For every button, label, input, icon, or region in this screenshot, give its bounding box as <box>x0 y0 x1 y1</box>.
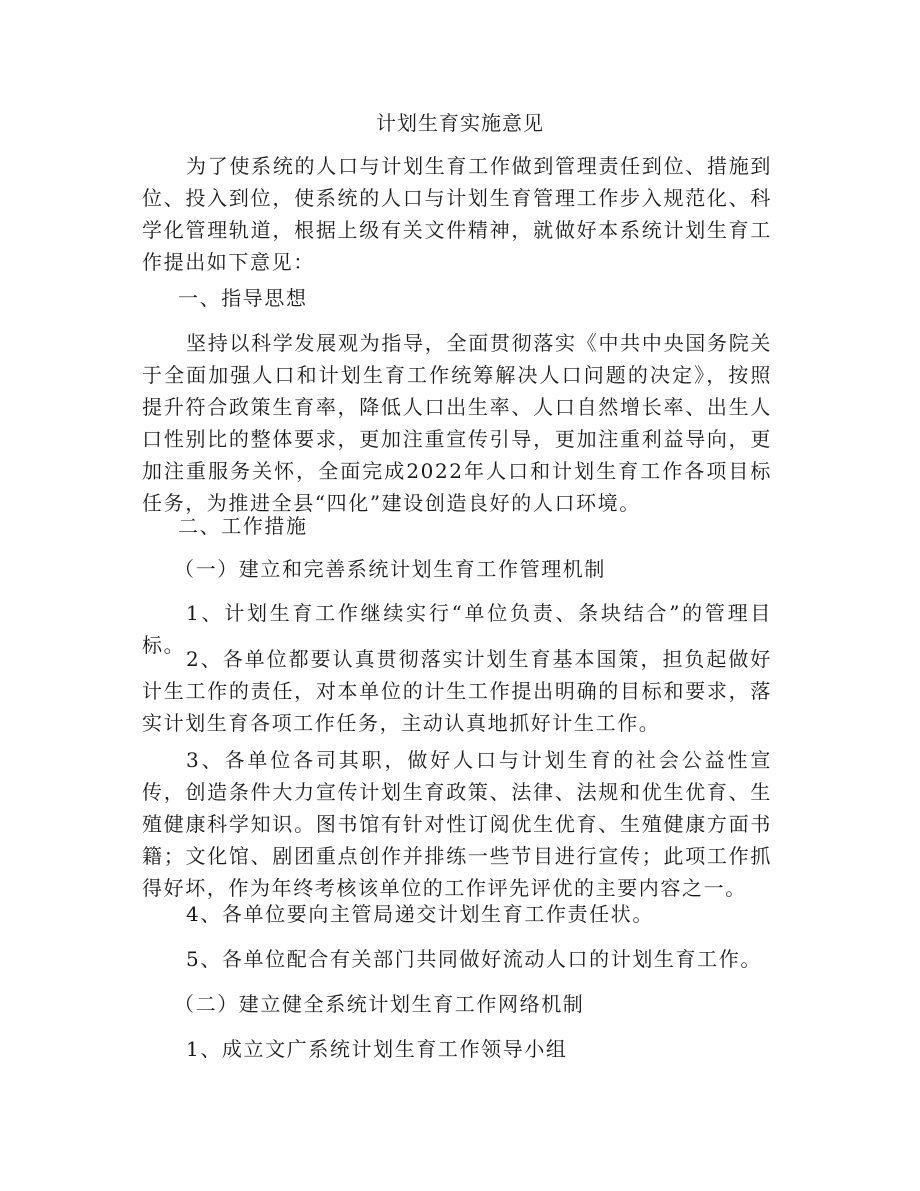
subsection-heading-network-mechanism: （二）建立健全系统计划生育工作网络机制 <box>174 992 585 1016</box>
section-heading-work-measures: 二、工作措施 <box>178 514 308 538</box>
subsection-heading-management-mechanism: （一）建立和完善系统计划生育工作管理机制 <box>174 557 606 581</box>
guiding-ideology-paragraph: 坚持以科学发展观为指导，全面贯彻落实《中共中央国务院关于全面加强人口和计划生育工作统筹解决人口问题的决定》，按照提升符合政策生育率，降低人口出生率、人口自然增长率、出生人口性别比的整体要求，更加注重宣传引导，更加注重利益导向，更加注重服务关怀，全面完成2022年人口和计划生育工作各项目标任务，为推进全县“四化”建设创造良好的人口环境。 <box>142 331 772 515</box>
list-item-3: 3、各单位各司其职，做好人口与计划生育的社会公益性宣传，创造条件大力宣传计划生育政策、法律、法规和优生优育、生殖健康科学知识。图书馆有针对性订阅优生优育、生殖健康方面书籍；文化馆、剧团重点创作并排练一些节目进行宣传；此项工作抓得好坏，作为年终考核该单位的工作评先评优的主要内容之一。 <box>142 748 772 900</box>
list-item-2: 2、各单位都要认真贯彻落实计划生育基本国策，担负起做好计生工作的责任，对本单位的计生工作提出明确的目标和要求，落实计划生育各项工作任务，主动认真地抓好计生工作。 <box>142 647 772 735</box>
intro-paragraph: 为了使系统的人口与计划生育工作做到管理责任到位、措施到位、投入到位，使系统的人口与计划生育管理工作步入规范化、科学化管理轨道，根据上级有关文件精神，就做好本系统计划生育工作提出如下意见： <box>142 154 772 274</box>
list-item-1: 1、计划生育工作继续实行“单位负责、条块结合”的管理目标。 <box>142 601 772 657</box>
list-item-5: 5、各单位配合有关部门共同做好流动人口的计划生育工作。 <box>186 947 762 971</box>
document-title: 计划生育实施意见 <box>376 111 544 135</box>
network-list-item-1: 1、成立文广系统计划生育工作领导小组 <box>186 1037 568 1061</box>
section-heading-guiding-ideology: 一、指导思想 <box>178 286 308 310</box>
list-item-4: 4、各单位要向主管局递交计划生育工作责任状。 <box>186 902 654 926</box>
